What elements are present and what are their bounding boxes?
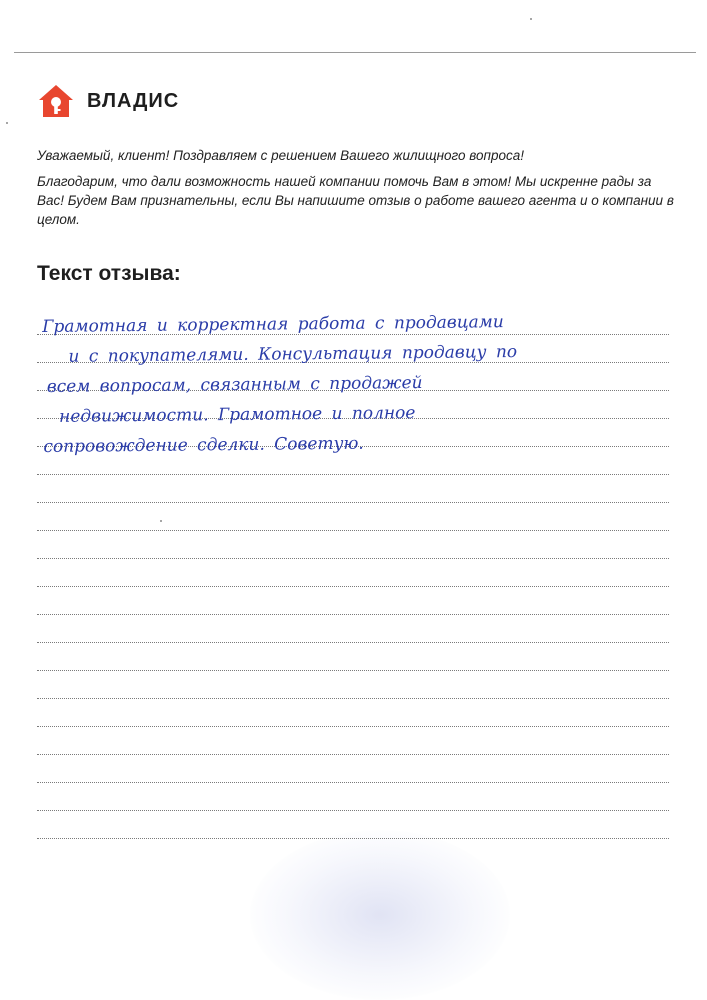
scan-shadow — [250, 830, 510, 1000]
brand-logo — [37, 82, 179, 120]
request-text: Благодарим, что дали возможность нашей компании помочь Вам в этом! Мы искренне рады за Вас! Будем Вам признательны, если Вы напишите отзыв о работе вашего агента и о компании в целом. — [37, 174, 674, 227]
handwritten-line: Грамотная и корректная работа с продавцами — [42, 312, 504, 337]
ruled-line — [37, 783, 669, 811]
handwritten-line: недвижимости. Грамотное и полное — [58, 403, 416, 427]
ruled-line — [37, 727, 669, 755]
handwritten-line: сопровождение сделки. Советую. — [43, 433, 364, 457]
ruled-line — [37, 643, 669, 671]
handwritten-line: всем вопросам, связанным с продажей — [46, 373, 423, 397]
ruled-line — [37, 699, 669, 727]
top-rule — [14, 52, 696, 53]
greeting-text: Уважаемый, клиент! Поздравляем с решением Вашего жилищного вопроса! — [37, 148, 524, 163]
ruled-line — [37, 559, 669, 587]
ruled-line — [37, 755, 669, 783]
review-title: Текст отзыва: — [37, 262, 181, 285]
ruled-line — [37, 503, 669, 531]
ruled-line — [37, 811, 669, 839]
handwritten-line: и с покупателями. Консультация продавцу по — [68, 342, 518, 367]
ruled-line — [37, 615, 669, 643]
ruled-line — [37, 475, 669, 503]
ruled-line — [37, 531, 669, 559]
handwritten-review — [42, 305, 674, 462]
scan-speck — [6, 122, 8, 124]
scan-speck — [530, 18, 532, 20]
brand-name: ВЛАДИС — [87, 89, 180, 112]
house-key-icon — [37, 82, 75, 120]
ruled-line — [37, 587, 669, 615]
ruled-line — [37, 671, 669, 699]
